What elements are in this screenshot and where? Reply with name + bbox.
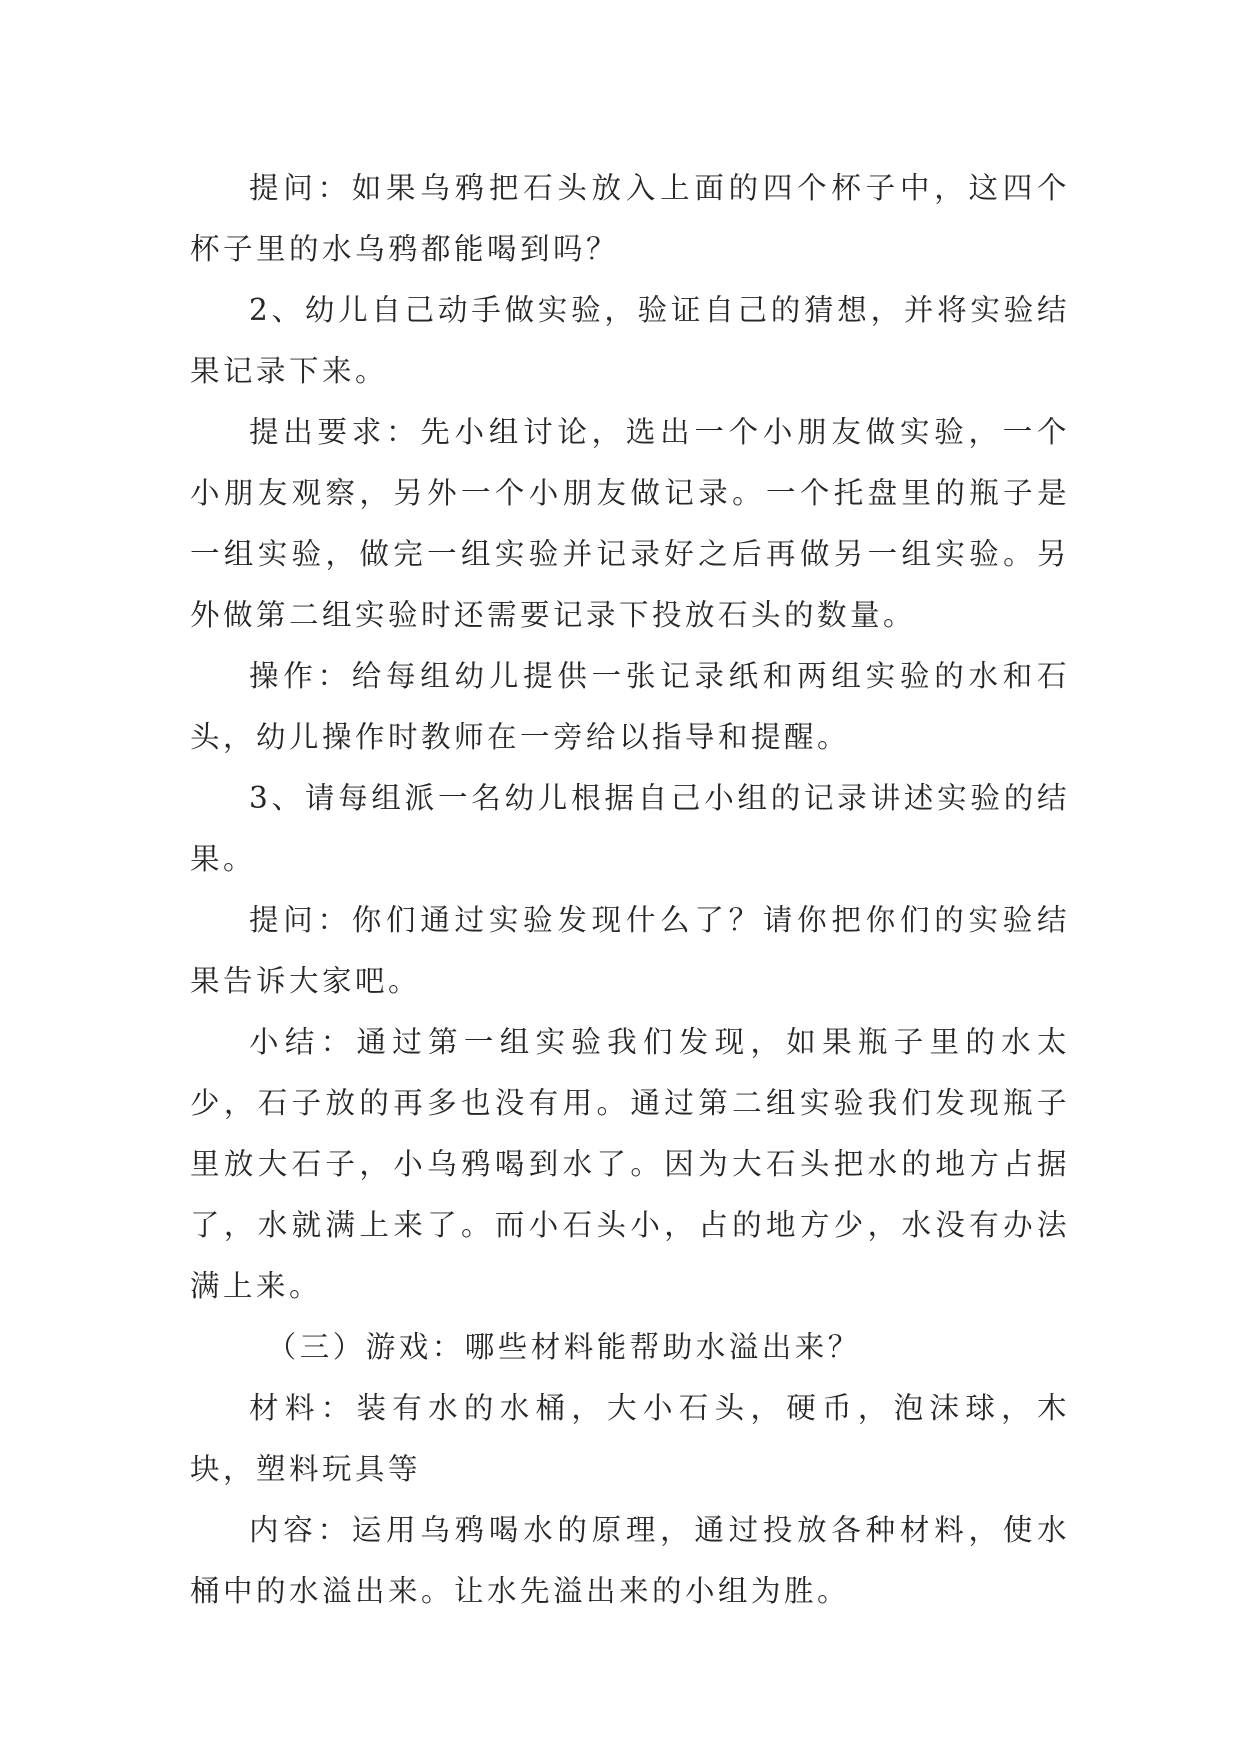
paragraph-content: 内容：运用乌鸦喝水的原理，通过投放各种材料，使水桶中的水溢出来。让水先溢出来的小组为胜。 <box>190 1513 1070 1608</box>
paragraph-materials: 材料：装有水的水桶，大小石头，硬币，泡沫球，木块，塑料玩具等 <box>190 1391 1070 1486</box>
paragraph-question-findings: 提问：你们通过实验发现什么了？请你把你们的实验结果告诉大家吧。 <box>190 903 1070 998</box>
paragraph-requirements: 提出要求：先小组讨论，选出一个小朋友做实验，一个小朋友观察，另外一个小朋友做记录。一个托盘里的瓶子是一组实验，做完一组实验并记录好之后再做另一组实验。另外做第二组实验时还需要记录下投放石头的数量。 <box>190 415 1070 632</box>
paragraph-step-2: 2、幼儿自己动手做实验，验证自己的猜想，并将实验结果记录下来。 <box>190 293 1070 388</box>
paragraph-operation: 操作：给每组幼儿提供一张记录纸和两组实验的水和石头，幼儿操作时教师在一旁给以指导和提醒。 <box>190 659 1070 754</box>
section-heading-game: （三）游戏：哪些材料能帮助水溢出来？ <box>266 1330 861 1364</box>
paragraph-step-3: 3、请每组派一名幼儿根据自己小组的记录讲述实验的结果。 <box>190 781 1070 876</box>
paragraph-question-four-cups: 提问：如果乌鸦把石头放入上面的四个杯子中，这四个杯子里的水乌鸦都能喝到吗？ <box>190 171 1070 266</box>
paragraph-summary: 小结：通过第一组实验我们发现，如果瓶子里的水太少，石子放的再多也没有用。通过第二组实验我们发现瓶子里放大石子，小乌鸦喝到水了。因为大石头把水的地方占据了，水就满上来了。而小石头小，占的地方少，水没有办法满上来。 <box>190 1025 1070 1303</box>
document-page <box>190 158 1070 1622</box>
